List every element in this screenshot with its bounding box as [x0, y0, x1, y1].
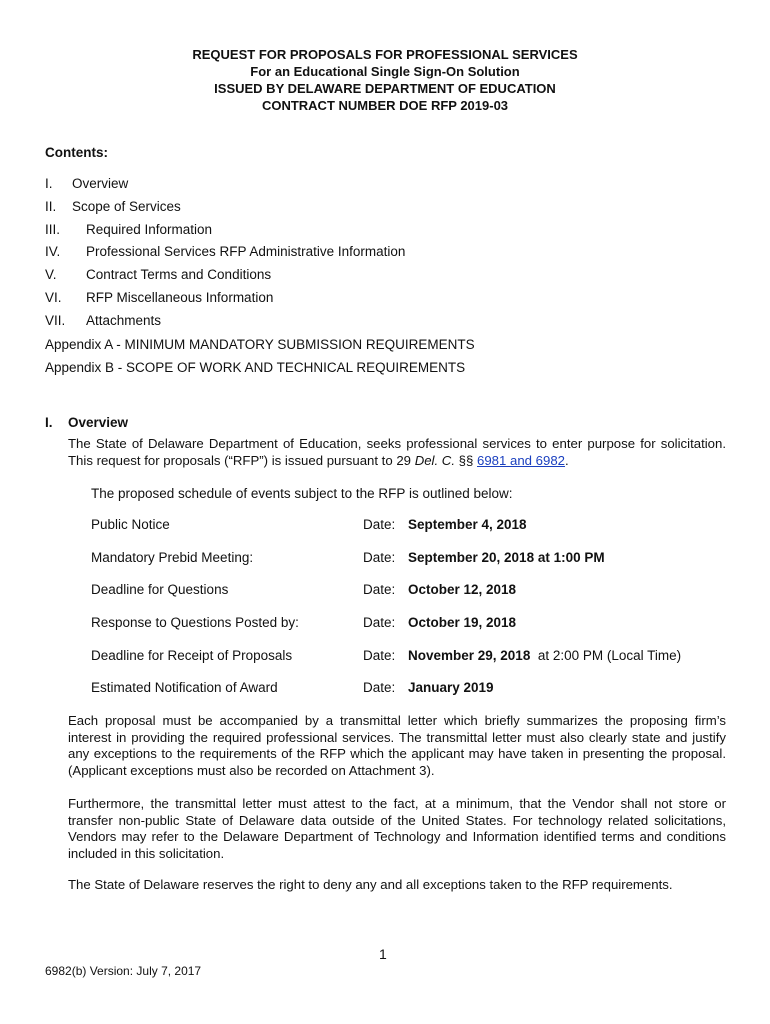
overview-intro-paragraph — [68, 436, 726, 469]
schedule-date-value: September 4, 2018 — [408, 517, 527, 532]
schedule-event: Response to Questions Posted by: — [91, 615, 299, 630]
schedule-date — [408, 550, 605, 565]
toc-number: IV. — [45, 244, 61, 260]
schedule-date-value: January 2019 — [408, 680, 494, 695]
schedule-date — [408, 680, 494, 695]
date-label: Date: — [363, 582, 396, 597]
exceptions-paragraph: The State of Delaware reserves the right to deny any and all exceptions taken to the RFP requirements. — [68, 877, 673, 892]
date-label: Date: — [363, 648, 396, 663]
header-line-3: ISSUED BY DELAWARE DEPARTMENT OF EDUCATION — [214, 81, 556, 96]
toc-label: Required Information — [86, 221, 213, 237]
schedule-date-value: October 19, 2018 — [408, 615, 517, 630]
contents-title: Contents: — [45, 145, 108, 160]
page-number: 1 — [379, 946, 387, 962]
schedule-time-note: at 2:00 PM (Local Time) — [530, 648, 682, 663]
data-storage-paragraph: Furthermore, the transmittal letter must attest to the fact, at a minimum, that the Vendor shall not store or transfer non-public State of Delaware data outside of the United States. For technology related solicitations, Vendors may refer to the Delaware Department of Technology and Information identified terms and conditions included in this solicitation. — [68, 796, 726, 861]
schedule-date — [408, 517, 527, 532]
toc-label: RFP Miscellaneous Information — [86, 289, 274, 305]
toc-label: Contract Terms and Conditions — [86, 267, 272, 283]
intro-text: The State of Delaware Department of Education, seeks professional services to enter purpose for solicitation. This request for proposals (“RFP”) is issued pursuant to 29 — [68, 436, 726, 468]
date-label: Date: — [363, 680, 396, 695]
footer-version: 6982(b) Version: July 7, 2017 — [45, 964, 202, 978]
schedule-event: Estimated Notification of Award — [91, 680, 278, 695]
intro-end: . — [565, 452, 569, 468]
date-label: Date: — [363, 550, 396, 565]
schedule-date — [408, 648, 681, 663]
toc-number: III. — [45, 221, 61, 237]
schedule-date-value: September 20, 2018 at 1:00 PM — [408, 550, 605, 565]
transmittal-paragraph: Each proposal must be accompanied by a transmittal letter which briefly summarizes the proposing firm’s interest in providing the required professional services. The transmittal letter must also clearly state and justify any exceptions to the requirements of the RFP which the applicant may have taken in presenting the proposal. (Applicant exceptions must also be recorded on Attachment 3). — [68, 713, 726, 778]
section-number: I. — [45, 415, 53, 430]
toc-label: Overview — [72, 176, 129, 191]
intro-section-symbol: §§ — [455, 452, 477, 468]
toc-label: Scope of Services — [72, 198, 181, 214]
section-title: Overview — [68, 415, 129, 430]
header-line-1: REQUEST FOR PROPOSALS FOR PROFESSIONAL SERVICES — [192, 47, 578, 62]
schedule-date-value: November 29, 2018 — [408, 648, 531, 663]
date-label: Date: — [363, 615, 396, 630]
toc-number: I. — [45, 176, 53, 191]
intro-citation: Del. C. — [414, 452, 455, 468]
schedule-event: Public Notice — [91, 517, 170, 532]
schedule-date-value: October 12, 2018 — [408, 582, 517, 597]
header-line-2: For an Educational Single Sign-On Solution — [250, 64, 520, 79]
schedule-date — [408, 615, 516, 630]
toc-number: VI. — [45, 289, 62, 305]
date-label: Date: — [363, 517, 396, 532]
document-header — [0, 46, 770, 114]
appendix-a: Appendix A - MINIMUM MANDATORY SUBMISSION REQUIREMENTS — [45, 337, 475, 352]
toc-number: II. — [45, 198, 57, 214]
schedule-event: Deadline for Receipt of Proposals — [91, 648, 293, 663]
statute-link[interactable]: 6981 and 6982 — [477, 452, 566, 468]
toc-number: VII. — [45, 312, 66, 328]
schedule-event: Mandatory Prebid Meeting: — [91, 550, 254, 565]
toc-label: Professional Services RFP Administrative Information — [86, 244, 406, 260]
schedule-event: Deadline for Questions — [91, 582, 229, 597]
schedule-date — [408, 582, 516, 597]
toc-number: V. — [45, 267, 57, 283]
toc-label: Attachments — [86, 312, 162, 328]
header-line-4: CONTRACT NUMBER DOE RFP 2019-03 — [261, 98, 509, 113]
appendix-b: Appendix B - SCOPE OF WORK AND TECHNICAL REQUIREMENTS — [45, 360, 466, 375]
schedule-intro: The proposed schedule of events subject to the RFP is outlined below: — [91, 486, 513, 501]
